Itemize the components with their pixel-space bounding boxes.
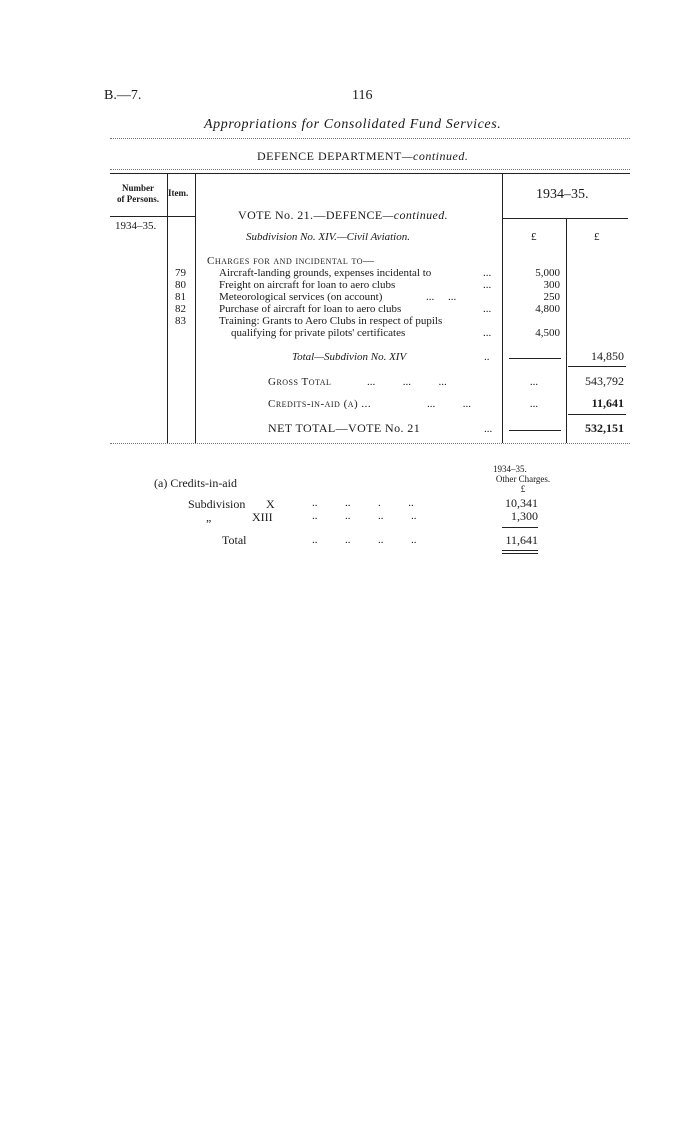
item-number: 81	[175, 291, 186, 303]
subdivision-total-dots: ..	[484, 351, 490, 363]
footnote-row-sub: X	[266, 497, 275, 511]
vote-title	[238, 208, 448, 223]
item-amount: 300	[543, 279, 560, 291]
item-leader-dots: ...	[483, 279, 492, 291]
item-number: 82	[175, 303, 186, 315]
item-description: Training: Grants to Aero Clubs in respect of pupils	[219, 315, 443, 327]
year-under-rule	[503, 218, 628, 219]
item-amount: 5,000	[535, 267, 560, 279]
charges-heading: Charges for and incidental to—	[207, 255, 375, 267]
footnote-double-rule-top	[502, 550, 538, 551]
item-description: Freight on aircraft for loan to aero clubs	[219, 279, 396, 291]
credits-in-aid-value: 11,641	[591, 396, 624, 410]
item-number: 80	[175, 279, 186, 291]
gross-total-mid-dots: ...	[529, 376, 539, 388]
col-header-item: Item.	[168, 188, 189, 198]
department-heading	[257, 149, 468, 164]
gross-total-dots: ... ... ...	[367, 376, 447, 388]
page-title: Appropriations for Consolidated Fund Services.	[204, 117, 502, 132]
credits-in-aid-text: Credits-in-aid (a) ...	[268, 398, 372, 410]
subdivision-total-dash	[509, 358, 561, 359]
footnote-label: (a) Credits-in-aid	[154, 476, 237, 490]
footnote-pound-sign: £	[520, 484, 526, 494]
footnote-row-sub: XIII	[252, 510, 273, 524]
net-total-label: NET TOTAL—VOTE No. 21	[268, 421, 421, 435]
net-total-dash	[509, 430, 561, 431]
item-number: 79	[175, 267, 186, 279]
footnote-year: 1934–35.	[493, 464, 527, 474]
footnote-row-value: 10,341	[505, 496, 538, 510]
col-header-persons	[110, 183, 166, 205]
item-amount: 250	[543, 291, 560, 303]
subdivision-total-value: 14,850	[591, 349, 624, 363]
net-total-dots: ...	[484, 423, 493, 435]
title-rule	[110, 138, 630, 139]
credits-in-aid-mid-dots: ...	[529, 398, 539, 410]
footnote-row-value: 1,300	[511, 509, 538, 523]
vote-title-main: VOTE No. 21.—DEFENCE	[238, 208, 383, 222]
footnote-total-value: 11,641	[505, 533, 538, 547]
item-leader-dots: ...	[483, 327, 492, 339]
item-amount: 4,800	[535, 303, 560, 315]
persons-year: 1934–35.	[115, 220, 157, 232]
gross-total-label: Gross Total	[268, 376, 332, 388]
item-number: 83	[175, 315, 186, 327]
header-under-rule	[110, 216, 196, 217]
vote-title-continued: —continued.	[382, 208, 449, 222]
amount-total-divider	[566, 218, 567, 443]
subdivision-total-label: Total—Subdivion No. XIV	[292, 351, 407, 363]
item-desc-divider	[195, 173, 196, 443]
item-leader-dots: ...	[483, 303, 492, 315]
credits-rule	[568, 414, 626, 415]
footnote-row-label: Subdivision	[188, 497, 246, 511]
col-header-year: 1934–35.	[536, 187, 589, 202]
table-bottom-border	[110, 443, 630, 444]
table-top-border	[110, 173, 630, 174]
col-header-persons-line2: of Persons.	[117, 194, 159, 204]
subdivision-total-rule	[568, 366, 626, 367]
document-reference: B.—7.	[104, 88, 142, 103]
footnote-row-dots: .. .. .. ..	[312, 510, 417, 522]
department-rule	[110, 169, 630, 170]
page-number: 116	[352, 88, 373, 103]
footnote-total-label: Total	[222, 533, 247, 547]
item-leader-dots: ...	[483, 267, 492, 279]
footnote-row-label: „	[206, 510, 212, 524]
department-main: DEFENCE DEPARTMENT	[257, 149, 402, 163]
gross-total-value: 543,792	[585, 374, 624, 388]
desc-amount-divider	[502, 173, 503, 443]
col-header-persons-line1: Number	[122, 183, 154, 193]
department-continued: —continued.	[401, 149, 469, 163]
footnote-sum-rule	[502, 527, 538, 528]
pound-sign-col2: £	[594, 231, 600, 243]
credits-in-aid-dots: ... ...	[427, 398, 471, 410]
credits-in-aid-label	[268, 398, 371, 410]
subdivision-title: Subdivision No. XIV.—Civil Aviation.	[246, 231, 410, 243]
item-leader-dots: ... ...	[426, 291, 457, 303]
item-amount: 4,500	[535, 327, 560, 339]
item-description: Aircraft-landing grounds, expenses incidental to	[219, 267, 432, 279]
persons-item-divider	[167, 173, 168, 443]
footnote-total-dots: .. .. .. ..	[312, 534, 417, 546]
footnote-col-head: Other Charges.	[495, 474, 551, 484]
net-total-value: 532,151	[585, 421, 624, 435]
item-description: qualifying for private pilots' certificates	[231, 327, 406, 339]
item-description: Purchase of aircraft for loan to aero clubs	[219, 303, 402, 315]
footnote-row-dots: .. .. . ..	[312, 497, 414, 509]
pound-sign-col1: £	[531, 231, 537, 243]
footnote-double-rule-bottom	[502, 553, 538, 554]
item-description: Meteorological services (on account)	[219, 291, 383, 303]
